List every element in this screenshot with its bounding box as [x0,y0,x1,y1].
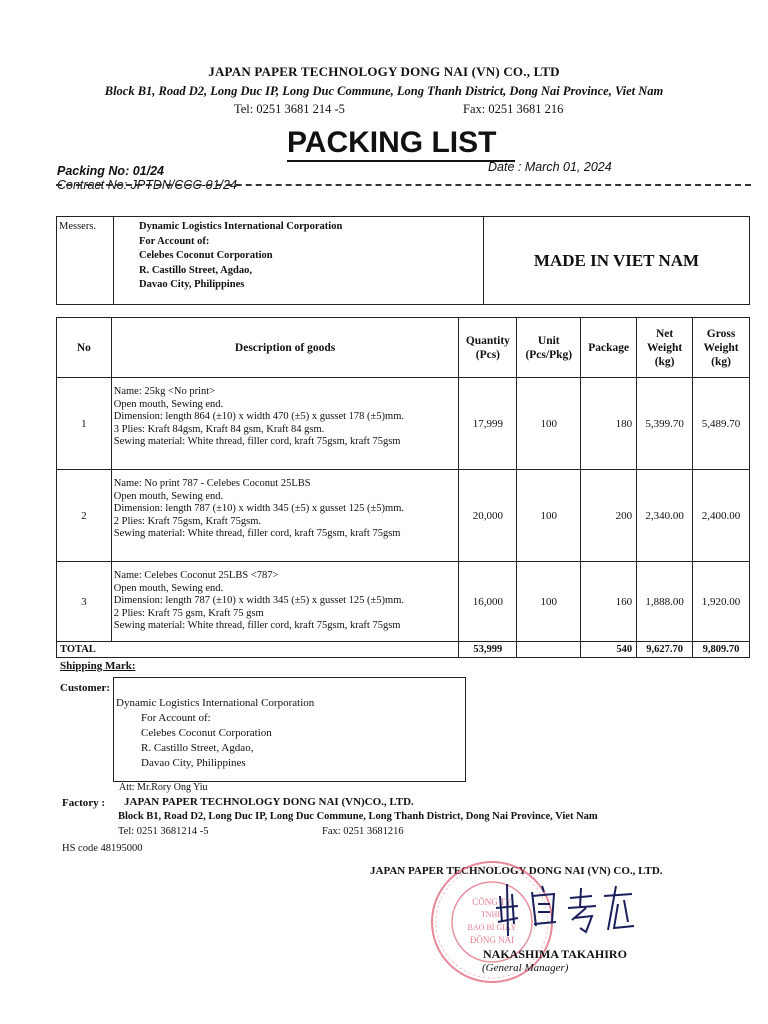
table-row [57,562,750,642]
row-net-weight: 1,888.00 [637,562,693,642]
row-description: Name: No print 787 - Celebes Coconut 25LBS Open mouth, Sewing end. Dimension: length 787 (±10) x width 345 (±5) x gusset 125 (±5)mm. 2 Plies: Kraft 75gsm, Kraft 75gsm. Sewing material: White thread, filler cord, kraft 75gsm, kraft 75gsm [111,470,459,562]
header-unit: Unit (Pcs/Pkg) [517,318,581,378]
header-gross-weight: Gross Weight (kg) [693,318,750,378]
row-unit: 100 [517,562,581,642]
customer-line: Celebes Coconut Corporation [141,727,272,739]
total-quantity: 53,999 [459,642,517,658]
table-row [57,378,750,470]
table-header-row [57,318,750,378]
hs-code: HS code 48195000 [62,843,143,854]
total-net-weight: 9,627.70 [637,642,693,658]
svg-text:BAO BÌ GIẤY: BAO BÌ GIẤY [467,923,517,932]
factory-address: Block B1, Road D2, Long Duc IP, Long Duc Commune, Long Thanh District, Dong Nai Province, Viet Nam [118,811,598,822]
total-package: 540 [581,642,637,658]
header-net-weight: Net Weight (kg) [637,318,693,378]
handwritten-signature [488,878,638,942]
signature-company: JAPAN PAPER TECHNOLOGY DONG NAI (VN) CO., LTD. [370,865,663,877]
row-no: 1 [57,378,112,470]
messers-line: Celebes Coconut Corporation [139,250,273,261]
row-description: Name: Celebes Coconut 25LBS <787> Open mouth, Sewing end. Dimension: length 787 (±10) x width 345 (±5) x gusset 125 (±5)mm. 2 Plies: Kraft 75 gsm, Kraft 75 gsm Sewing material: White thread, filler cord, kraft 75gsm, kraft 75gsm [111,562,459,642]
total-unit-empty [517,642,581,658]
svg-text:CÔNG TY: CÔNG TY [472,897,512,907]
messers-line: Davao City, Philippines [139,279,245,290]
document-title: PACKING LIST [287,126,497,159]
total-label: TOTAL [57,642,459,658]
messers-line: R. Castillo Street, Agdao, [139,264,252,276]
goods-table [56,317,750,658]
factory-name: JAPAN PAPER TECHNOLOGY DONG NAI (VN)CO., LTD. [124,796,414,808]
messers-label: Messers. [57,217,114,305]
customer-label: Customer: [60,682,111,694]
svg-text:ĐỒNG NAI: ĐỒNG NAI [469,935,515,945]
attention-line: Att: Mr.Rory Ong Yiu [119,782,208,793]
header-quantity: Quantity (Pcs) [459,318,517,378]
total-row [57,642,750,658]
customer-line: For Account of: [141,712,211,724]
factory-label: Factory : [62,797,106,809]
header-description: Description of goods [111,318,459,378]
row-description: Name: 25kg <No print> Open mouth, Sewing end. Dimension: length 864 (±10) x width 470 (±5) x gusset 178 (±5)mm. 3 Plies: Kraft 84gsm, Kraft 84 gsm, Kraft 84 gsm. Sewing material: White thread, filler cord, kraft 75gsm, kraft 75gsm [111,378,459,470]
messers-line: For Account of: [139,235,210,247]
shipping-mark-label: Shipping Mark: [60,660,136,672]
row-package: 180 [581,378,637,470]
row-gross-weight: 5,489.70 [693,378,750,470]
document-date: Date : March 01, 2024 [488,160,612,174]
packing-number: Packing No: 01/24 [57,164,164,178]
company-tel: Tel: 0251 3681 214 -5 [234,102,345,116]
messers-table [56,216,750,305]
factory-fax: Fax: 0251 3681216 [322,826,404,837]
row-net-weight: 2,340.00 [637,470,693,562]
header-package: Package [581,318,637,378]
row-no: 2 [57,470,112,562]
header-no: No [57,318,112,378]
signatory-title: (General Manager) [482,962,569,974]
row-unit: 100 [517,378,581,470]
row-quantity: 20,000 [459,470,517,562]
row-net-weight: 5,399.70 [637,378,693,470]
company-fax: Fax: 0251 3681 216 [463,102,564,116]
contract-number: Contract No: JPTDN/CCC-01/24 [57,178,237,192]
signatory-name: NAKASHIMA TAKAHIRO [483,947,627,961]
customer-line: Davao City, Philippines [141,757,246,769]
origin-label: MADE IN VIET NAM [484,217,750,305]
row-no: 3 [57,562,112,642]
table-row [57,470,750,562]
total-gross-weight: 9,809.70 [693,642,750,658]
messers-line: Dynamic Logistics International Corporation [139,221,343,232]
svg-text:TNHH: TNHH [480,910,504,919]
row-quantity: 17,999 [459,378,517,470]
row-gross-weight: 1,920.00 [693,562,750,642]
row-package: 160 [581,562,637,642]
company-address: Block B1, Road D2, Long Duc IP, Long Duc Commune, Long Thanh District, Dong Nai Province, Viet Nam [104,84,664,98]
factory-tel: Tel: 0251 3681214 -5 [118,826,209,837]
title-underline [287,160,515,162]
row-unit: 100 [517,470,581,562]
customer-line: R. Castillo Street, Agdao, [141,742,254,754]
dashed-divider [56,184,751,186]
company-name: JAPAN PAPER TECHNOLOGY DONG NAI (VN) CO., LTD [208,64,560,79]
customer-line: Dynamic Logistics International Corporation [116,697,315,709]
row-gross-weight: 2,400.00 [693,470,750,562]
messers-address [114,217,484,305]
row-quantity: 16,000 [459,562,517,642]
row-package: 200 [581,470,637,562]
